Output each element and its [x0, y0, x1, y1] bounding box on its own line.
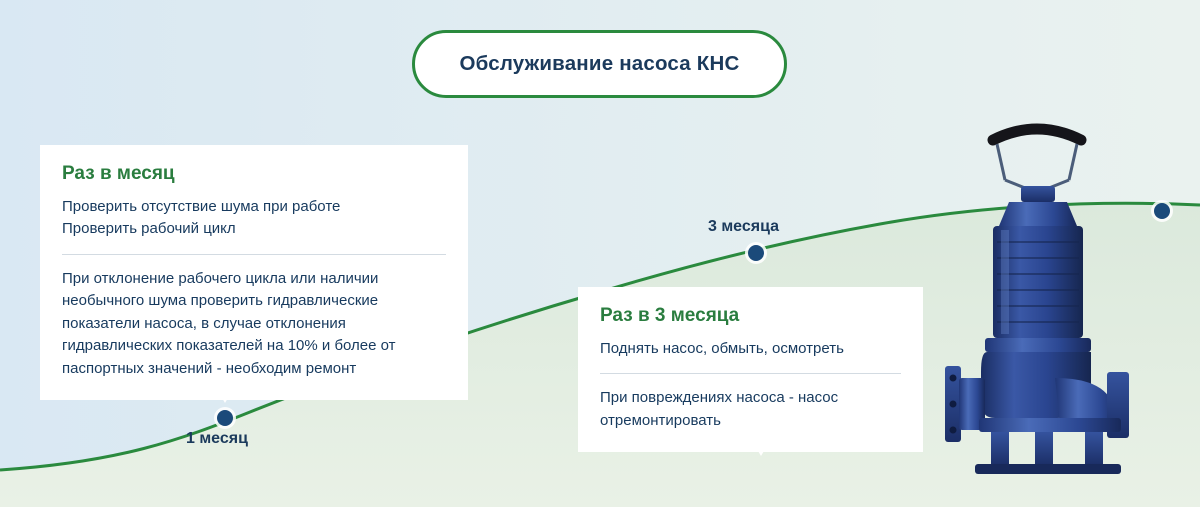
callout-tail-quarterly [748, 434, 774, 456]
submersible-pump-illustration [935, 110, 1140, 490]
callout-tail-monthly [212, 381, 238, 403]
callout-card-quarterly [578, 287, 923, 452]
timeline-label-3-months: 3 месяца [708, 218, 780, 235]
callout-card-quarterly-body-top: Поднять насос, обмыть, осмотреть [600, 339, 844, 357]
callout-card-quarterly-body-bottom: При повреждениях насоса - насос отремонтировать [600, 389, 839, 429]
page-title [412, 30, 787, 98]
callout-card-monthly-body-top: Проверить отсутствие шума при работе Проверить рабочий цикл [62, 197, 341, 238]
callout-card-monthly-body-bottom: При отклонение рабочего цикла или наличии необычного шума проверить гидравлические показатели насоса, в случае отклонения гидравлических показателей на 10% и более от паспортных значений - необходим ремонт [62, 269, 396, 377]
timeline-node-1-month [217, 410, 233, 426]
callout-card-monthly-title: Раз в месяц [62, 163, 175, 184]
page-title-text: Обслуживание насоса КНС [459, 52, 740, 75]
card-divider [600, 373, 901, 374]
timeline-label-1-month: 1 месяц [186, 430, 248, 447]
timeline-node-right [1154, 203, 1170, 219]
callout-card-monthly [40, 145, 468, 400]
card-divider [62, 254, 446, 255]
timeline-node-3-months [748, 245, 764, 261]
callout-card-quarterly-title: Раз в 3 месяца [600, 305, 740, 326]
